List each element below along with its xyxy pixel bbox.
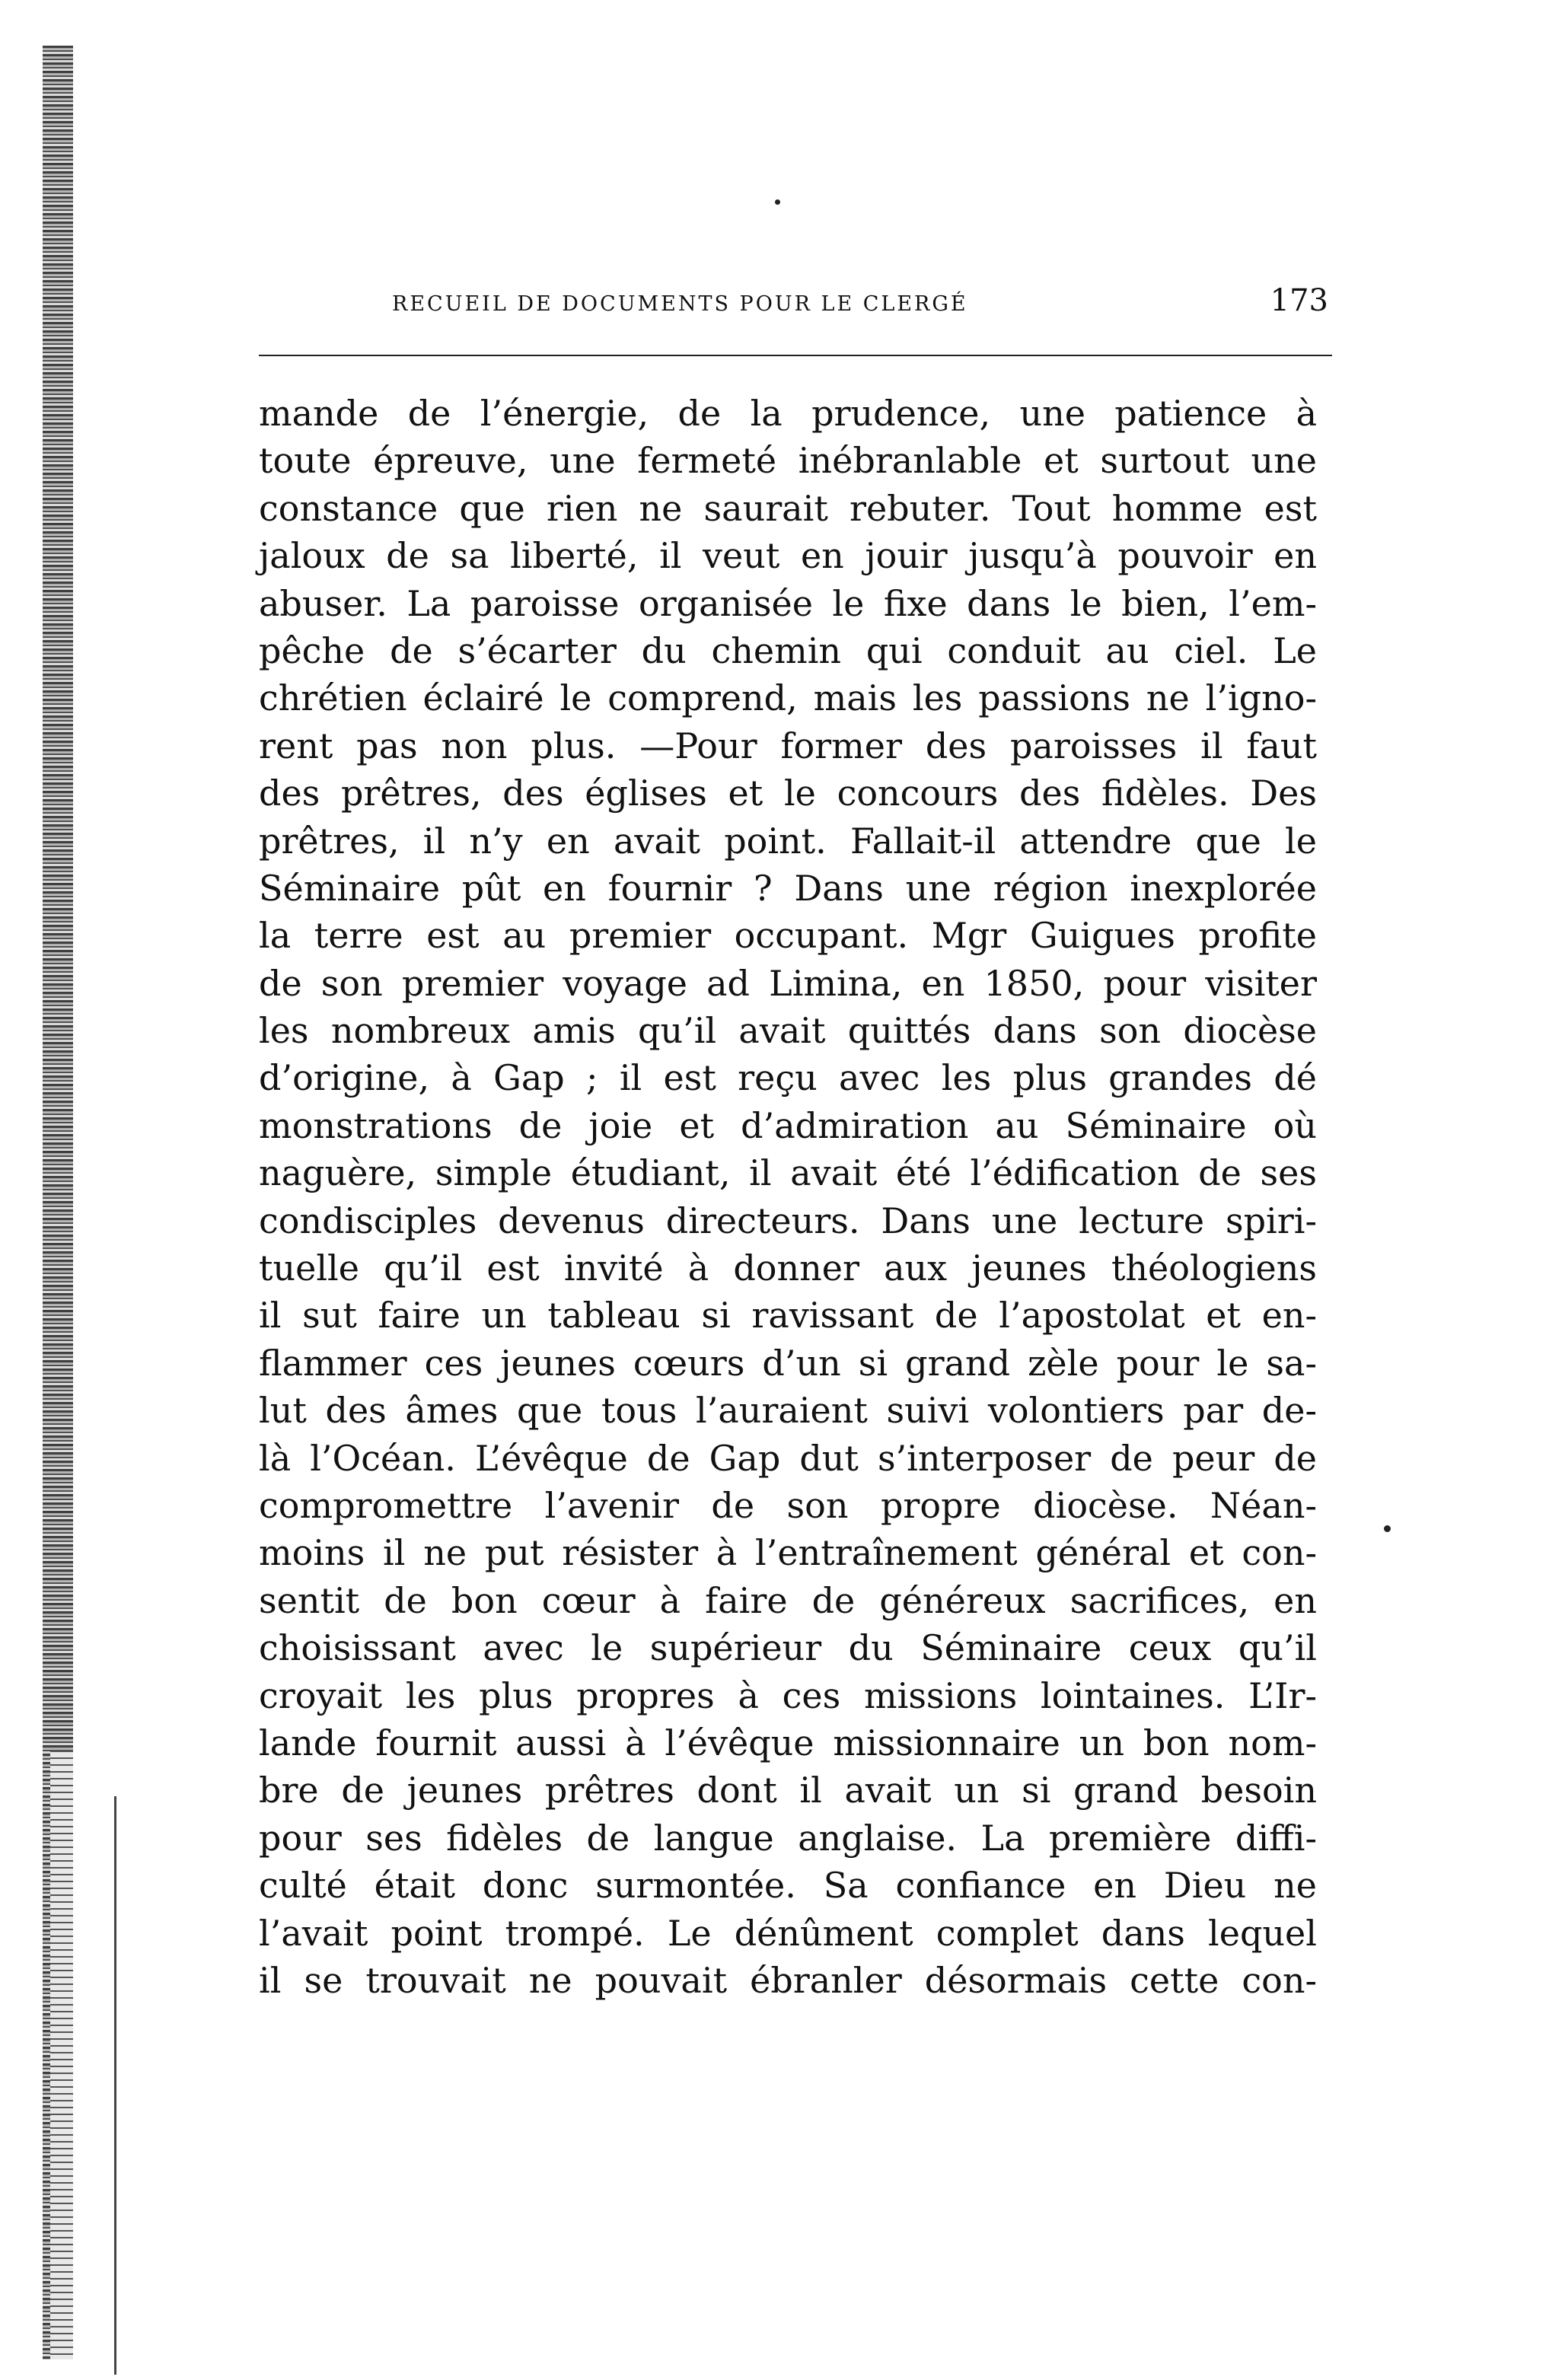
- text-line: condisciples devenus directeurs. Dans une lecture spiri-: [259, 1200, 1317, 1241]
- body-text: [259, 390, 1317, 2004]
- scan-speck: [775, 199, 780, 205]
- text-line: il sut faire un tableau si ravissant de l’apostolat et en-: [259, 1295, 1317, 1337]
- page-gutter-line: [114, 1796, 116, 2375]
- text-line: monstrations de joie et d’admiration au Séminaire où: [259, 1104, 1317, 1146]
- text-line: rent pas non plus. —Pour former des paroisses il faut: [259, 725, 1317, 766]
- text-line: de son premier voyage ad Limina, en 1850, pour visiter: [259, 962, 1317, 1004]
- scan-speck: [1384, 1525, 1391, 1532]
- text-line: sentit de bon cœur à faire de généreux sacrifices, en: [259, 1579, 1317, 1621]
- text-line: abuser. La paroisse organisée le fixe dans le bien, l’em-: [259, 582, 1317, 624]
- text-line: naguère, simple étudiant, il avait été l’édification de ses: [259, 1152, 1317, 1194]
- page-binding-shadow: [50, 1751, 73, 2359]
- text-line: la terre est au premier occupant. Mgr Guigues profite: [259, 915, 1317, 957]
- text-line: là l’Océan. L’évêque de Gap dut s’interposer de peur de: [259, 1437, 1317, 1479]
- text-line: compromettre l’avenir de son propre diocèse. Néan-: [259, 1484, 1317, 1526]
- text-line: Séminaire pût en fournir ? Dans une région inexplorée: [259, 867, 1317, 909]
- page-header: [392, 283, 1328, 318]
- text-line: constance que rien ne saurait rebuter. Tout homme est: [259, 487, 1317, 529]
- text-line: pour ses fidèles de langue anglaise. La première diffi-: [259, 1817, 1317, 1859]
- text-line: tuelle qu’il est invité à donner aux jeunes théologiens: [259, 1247, 1317, 1289]
- text-line: toute épreuve, une fermeté inébranlable et surtout une: [259, 440, 1317, 482]
- text-line: chrétien éclairé le comprend, mais les passions ne l’igno-: [259, 677, 1317, 719]
- text-line: pêche de s’écarter du chemin qui conduit au ciel. Le: [259, 629, 1317, 671]
- header-rule: [259, 355, 1332, 356]
- text-line: jaloux de sa liberté, il veut en jouir jusqu’à pouvoir en: [259, 535, 1317, 577]
- running-head: RECUEIL DE DOCUMENTS POUR LE CLERGÉ: [392, 292, 968, 316]
- text-line: moins il ne put résister à l’entraînement général et con-: [259, 1532, 1317, 1574]
- text-line: des prêtres, des églises et le concours des fidèles. Des: [259, 773, 1317, 814]
- text-line: croyait les plus propres à ces missions lointaines. L’Ir-: [259, 1674, 1317, 1716]
- text-line: d’origine, à Gap ; il est reçu avec les plus grandes dé: [259, 1057, 1317, 1099]
- text-line: lut des âmes que tous l’auraient suivi volontiers par de-: [259, 1390, 1317, 1432]
- page-number: 173: [1270, 283, 1328, 318]
- text-line: lande fournit aussi à l’évêque missionnaire un bon nom-: [259, 1722, 1317, 1763]
- text-line: il se trouvait ne pouvait ébranler désormais cette con-: [259, 1959, 1317, 2001]
- text-line: l’avait point trompé. Le dénûment complet dans lequel: [259, 1912, 1317, 1954]
- text-line: mande de l’énergie, de la prudence, une patience à: [259, 393, 1317, 434]
- text-line: culté était donc surmontée. Sa confiance en Dieu ne: [259, 1865, 1317, 1907]
- text-line: prêtres, il n’y en avait point. Fallait-il attendre que le: [259, 820, 1317, 862]
- text-line: bre de jeunes prêtres dont il avait un si grand besoin: [259, 1770, 1317, 1811]
- text-line: flammer ces jeunes cœurs d’un si grand zèle pour le sa-: [259, 1342, 1317, 1384]
- text-line: les nombreux amis qu’il avait quittés dans son diocèse: [259, 1010, 1317, 1052]
- text-line: choisissant avec le supérieur du Séminaire ceux qu’il: [259, 1627, 1317, 1669]
